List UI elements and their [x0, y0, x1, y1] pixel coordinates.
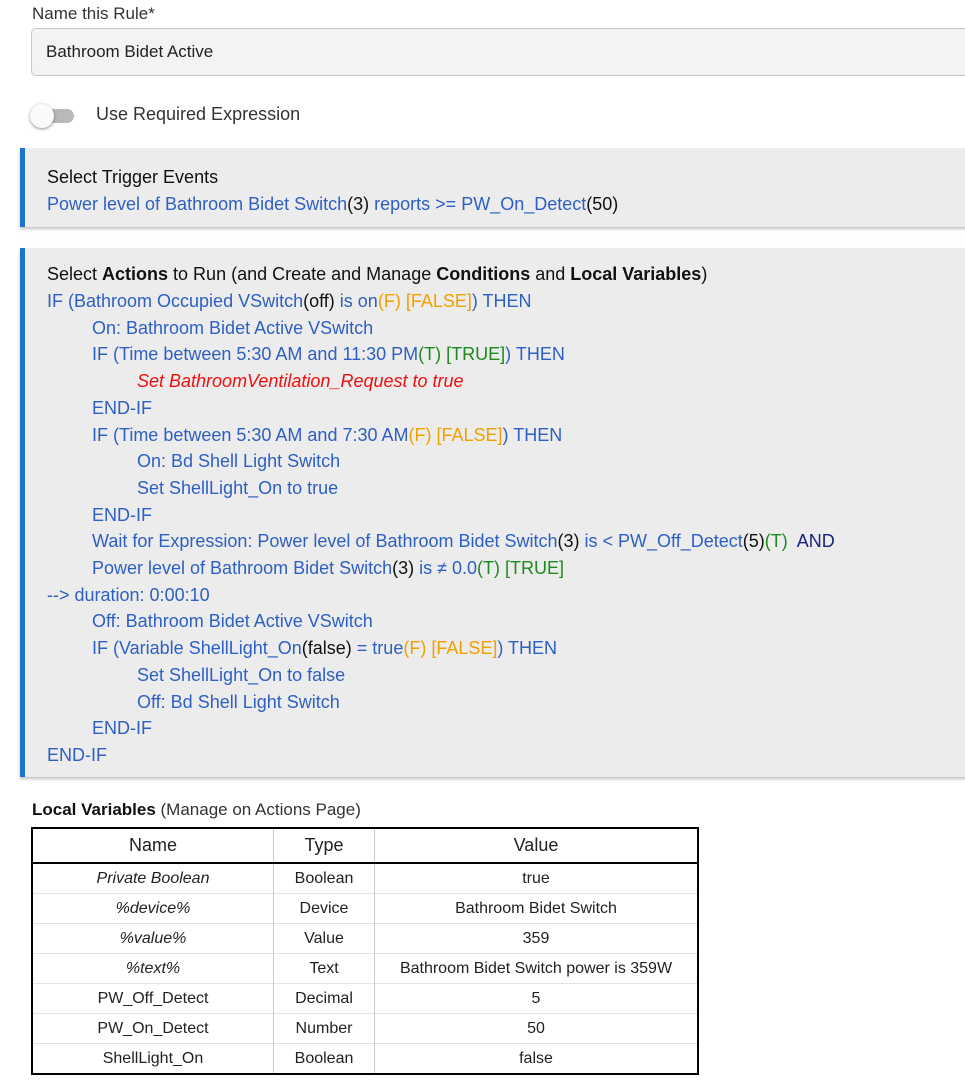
rule-name-input[interactable]	[31, 28, 965, 76]
var-name-cell: ShellLight_On	[32, 1044, 274, 1075]
trigger-line: Power level of Bathroom Bidet Switch(3) reports >= PW_On_Detect(50)	[47, 194, 619, 214]
table-row	[32, 984, 698, 1014]
var-value-cell: 359	[375, 924, 699, 954]
trigger-events-title: Select Trigger Events	[47, 167, 219, 187]
action-line: IF (Time between 5:30 AM and 7:30 AM(F) [FALSE]) THEN	[92, 424, 563, 445]
var-value-cell: 50	[375, 1014, 699, 1044]
toggle-knob	[30, 104, 54, 128]
action-line: IF (Bathroom Occupied VSwitch(off) is on(F) [FALSE]) THEN	[47, 291, 532, 311]
action-line: On: Bd Shell Light Switch	[137, 451, 341, 472]
var-type-cell: Value	[274, 924, 375, 954]
var-type-cell: Device	[274, 894, 375, 924]
table-row	[32, 894, 698, 924]
action-line: IF (Variable ShellLight_On(false) = true(F) [FALSE]) THEN	[92, 638, 558, 659]
required-expression-toggle[interactable]	[30, 104, 78, 128]
var-name-cell: %device%	[32, 894, 274, 924]
action-line: END-IF	[92, 397, 152, 418]
action-line: Set BathroomVentilation_Request to true	[137, 371, 464, 392]
var-type-cell: Boolean	[274, 1044, 375, 1075]
local-variables-title: Local Variables (Manage on Actions Page)	[32, 800, 361, 819]
var-name-cell: Private Boolean	[96, 869, 210, 887]
var-name-cell: %text%	[32, 954, 274, 984]
var-name-cell: %value%	[32, 924, 274, 954]
var-type-cell: Number	[274, 1014, 375, 1044]
action-line: IF (Time between 5:30 AM and 11:30 PM(T) [TRUE]) THEN	[92, 344, 565, 365]
actions-panel[interactable]	[20, 248, 965, 777]
table-row	[32, 1044, 698, 1075]
var-type-cell: Boolean	[274, 863, 375, 894]
var-value-cell: 5	[375, 984, 699, 1014]
action-line: END-IF	[92, 504, 152, 525]
action-line: Set ShellLight_On to true	[137, 477, 339, 498]
var-value-cell: true	[375, 863, 699, 894]
action-line: Off: Bathroom Bidet Active VSwitch	[92, 611, 373, 632]
var-value-cell: false	[375, 1044, 699, 1075]
action-line: Wait for Expression: Power level of Bathroom Bidet Switch(3) is < PW_Off_Detect(5)(T) AND	[92, 531, 835, 552]
table-row	[32, 954, 698, 984]
actions-title: Select Actions to Run (and Create and Manage Conditions and Local Variables)	[47, 264, 708, 284]
trigger-events-panel[interactable]	[20, 148, 965, 227]
rule-name-label: Name this Rule*	[32, 4, 155, 23]
table-header-row	[32, 828, 698, 863]
var-name-cell: PW_Off_Detect	[32, 984, 274, 1014]
action-line: Off: Bd Shell Light Switch	[137, 691, 340, 712]
action-line: Power level of Bathroom Bidet Switch(3) is ≠ 0.0(T) [TRUE]	[92, 558, 565, 579]
var-type-cell: Text	[274, 954, 375, 984]
action-line: Set ShellLight_On to false	[137, 664, 346, 685]
column-header-type: Type	[274, 828, 375, 863]
column-header-value: Value	[375, 828, 699, 863]
required-expression-label: Use Required Expression	[96, 104, 301, 124]
table-row	[32, 924, 698, 954]
column-header-name: Name	[32, 828, 274, 863]
action-line: END-IF	[47, 744, 107, 765]
table-row	[32, 1014, 698, 1044]
action-line: --> duration: 0:00:10	[47, 584, 210, 605]
table-row	[32, 863, 698, 894]
var-value-cell: Bathroom Bidet Switch	[375, 894, 699, 924]
var-type-cell: Decimal	[274, 984, 375, 1014]
var-name-cell: PW_On_Detect	[32, 1014, 274, 1044]
var-value-cell: Bathroom Bidet Switch power is 359W	[375, 954, 699, 984]
local-variables-table	[31, 827, 699, 1075]
action-line: On: Bathroom Bidet Active VSwitch	[92, 317, 374, 338]
action-line: END-IF	[92, 718, 152, 739]
